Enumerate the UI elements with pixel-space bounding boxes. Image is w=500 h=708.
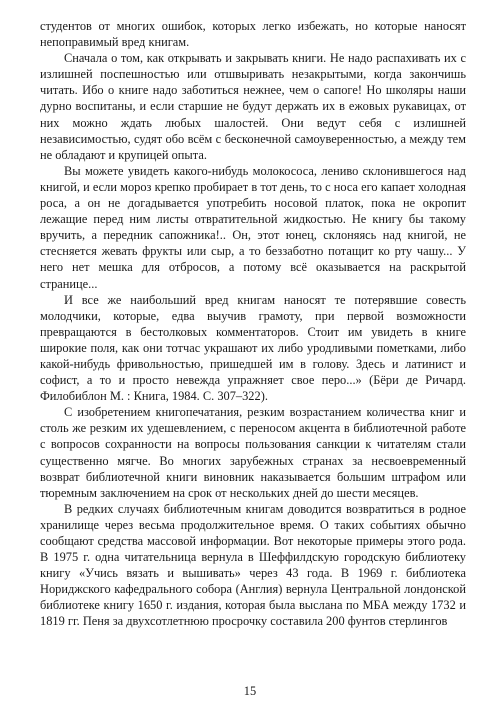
paragraph: студентов от многих ошибок, которых легко избежать, но которые наносят непоправимый вред книгам. xyxy=(40,19,466,50)
paragraph: В редких случаях библиотечным книгам доводится возвратиться в родное хранилище через весьма продолжительное время. О таких событиях обычно сообщают средства массовой информации. Вот некоторые примеры этого рода. В 1975 г. одна читательница вернула в Шеффилдскую городскую библиотеку книгу «Учись вязать и вышивать» через 43 года. В 1969 г. библиотека Нориджского кафедрального собора (Англия) вернула Центральной лондонской библиотеке книгу 1650 г. издания, которая была выслана по МБА между 1732 и 1819 гг. Пеня за двухсотлетнюю просрочку составила 200 фунтов стерлингов xyxy=(40,501,466,629)
paragraph: И все же наибольший вред книгам наносят те потерявшие совесть молодчики, которые, едва выучив грамоту, при первой возможности превращаются в бестолковых комментаторов. Стоит им увидеть в книге широкие поля, как они тотчас украшают их либо уродливыми пометками, либо какой-нибудь фривольностью, пришедшей им в голову. Здесь и латинист и софист, а то и просто невежда упражняет свое перо...» (Бёри де Ричард. Филобиблон М. : Книга, 1984. С. 307–322). xyxy=(40,292,466,404)
paragraph: С изобретением книгопечатания, резким возрастанием количества книг и столь же резким их удешевлением, с переносом акцента в библиотечной работе с вопросов сохранности на вопросы пользования санкции к читателям стали существенно мягче. Во многих зарубежных странах за несвоевременный возврат библиотечной книги виновник наказывается большим штрафом или тюремным заключением на срок от нескольких дней до шести месяцев. xyxy=(40,405,466,500)
paragraph: Сначала о том, как открывать и закрывать книги. Не надо распахивать их с излишней поспешностью или отшвыривать незакрытыми, когда закончишь читать. Ибо о книге надо заботиться нежнее, чем о сапоге! Но школяры наши дурно воспитаны, и если старшие не будут держать их в ежовых рукавицах, от них можно ждать любых шалостей. Они ведут себя с излишней независимостью, судят обо всём с бесконечной самоуверенностью, а между тем не обладают и крупицей опыта. xyxy=(40,51,466,162)
page-number: 15 xyxy=(243,684,257,698)
page-body xyxy=(40,18,466,630)
paragraph: Вы можете увидеть какого-нибудь молокососа, лениво склонившегося над книгой, и если мороз крепко пробирает в тот день, то с носа его капает холодная роса, а он не догадывается употребить носовой платок, пока не окропит лежащие перед ним листы отвратительной жидкостью. Не книгу бы такому вручить, а передник сапожника!.. Он, этот юнец, склоняясь над книгой, не стесняется жевать фрукты или сыр, а то беззаботно потащит ко рту чашу... У него нет мешка для отбросов, а потому всё оказывается на раскрытой странице... xyxy=(40,163,466,291)
